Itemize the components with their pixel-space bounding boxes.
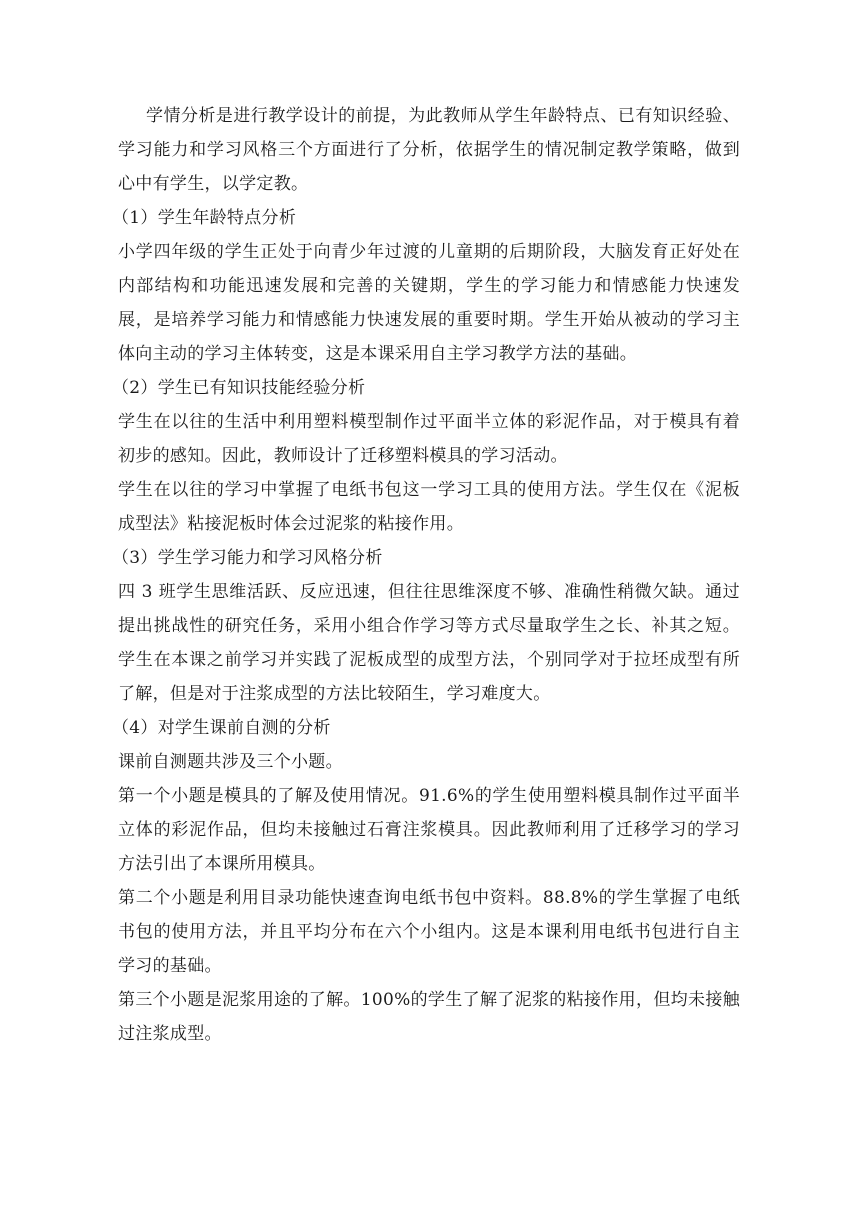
section-heading-prior-knowledge: （2）学生已有知识技能经验分析	[112, 378, 366, 398]
prior-knowledge-paragraph-2: 学生在以往的学习中掌握了电纸书包这一学习工具的使用方法。学生仅在《泥板成型法》粘接泥板时体会过泥浆的粘接作用。	[118, 480, 740, 534]
section-heading-pretest: （4）对学生课前自测的分析	[112, 718, 331, 738]
prior-knowledge-paragraph-1: 学生在以往的生活中利用塑料模型制作过平面半立体的彩泥作品，对于模具有着初步的感知。因此，教师设计了迁移塑料模具的学习活动。	[118, 412, 740, 466]
section-heading-age: （1）学生年龄特点分析	[112, 208, 297, 228]
age-analysis-paragraph: 小学四年级的学生正处于向青少年过渡的儿童期的后期阶段，大脑发育正好处在内部结构和功能迅速发展和完善的关键期，学生的学习能力和情感能力快速发展，是培养学习能力和情感能力快速发展的重要时期。学生开始从被动的学习主体向主动的学习主体转变，这是本课采用自主学习教学方法的基础。	[118, 242, 740, 364]
pretest-question-1-paragraph: 第一个小题是模具的了解及使用情况。91.6%的学生使用塑料模具制作过平面半立体的彩泥作品，但均未接触过石膏注浆模具。因此教师利用了迁移学习的学习方法引出了本课所用模具。	[118, 786, 740, 874]
pretest-question-2-paragraph: 第二个小题是利用目录功能快速查询电纸书包中资料。88.8%的学生掌握了电纸书包的使用方法，并且平均分布在六个小组内。这是本课利用电纸书包进行自主学习的基础。	[118, 888, 740, 976]
pretest-intro-paragraph: 课前自测题共涉及三个小题。	[118, 752, 343, 772]
learning-style-paragraph: 四 3 班学生思维活跃、反应迅速，但往往思维深度不够、准确性稍微欠缺。通过提出挑战性的研究任务，采用小组合作学习等方式尽量取学生之长、补其之短。学生在本课之前学习并实践了泥板成型的成型方法，个别同学对于拉坯成型有所了解，但是对于注浆成型的方法比较陌生，学习难度大。	[118, 582, 740, 704]
pretest-question-3-paragraph: 第三个小题是泥浆用途的了解。100%的学生了解了泥浆的粘接作用，但均未接触过注浆成型。	[118, 990, 740, 1044]
intro-paragraph: 学情分析是进行教学设计的前提，为此教师从学生年龄特点、已有知识经验、学习能力和学习风格三个方面进行了分析，依据学生的情况制定教学策略，做到心中有学生，以学定教。	[118, 106, 740, 194]
section-heading-learning-style: （3）学生学习能力和学习风格分析	[112, 548, 383, 568]
document-body	[112, 99, 740, 1051]
